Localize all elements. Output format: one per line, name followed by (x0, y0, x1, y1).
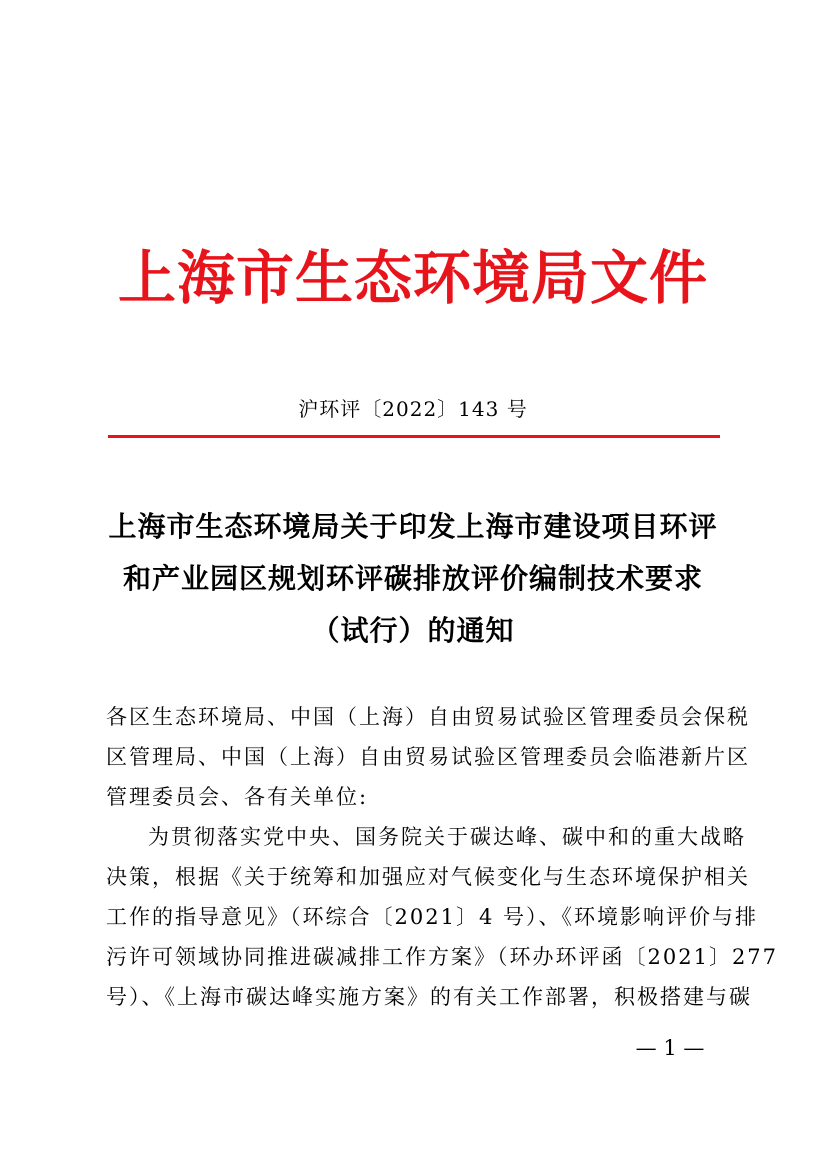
document-title-line: 和产业园区规划环评碳排放评价编制技术要求 (122, 562, 703, 595)
addressee-line: 各区生态环境局、中国（上海）自由贸易试验区管理委员会保税 (106, 705, 750, 729)
paragraph-line: 工作的指导意见》（环综合〔2021〕4 号）、《环境影响评价与排 (106, 905, 758, 929)
paragraph-line: 污许可领域协同推进碳减排工作方案》（环办环评函〔2021〕277 (106, 945, 779, 969)
addressee-line: 区管理局、中国（上海）自由贸易试验区管理委员会临港新片区 (106, 745, 750, 769)
paragraph-line: 决策，根据《关于统筹和加强应对气候变化与生态环境保护相关 (106, 865, 750, 889)
document-title-line: （试行）的通知 (311, 614, 515, 647)
issuer-title: 上海市生态环境局文件 (117, 244, 708, 312)
red-divider-line (108, 435, 720, 438)
addressee-line: 管理委员会、各有关单位: (106, 785, 369, 809)
document-title-line: 上海市生态环境局关于印发上海市建设项目环评 (108, 510, 718, 543)
paragraph-line: 为贯彻落实党中央、国务院关于碳达峰、碳中和的重大战略 (148, 825, 746, 849)
document-number: 沪环评〔2022〕143 号 (298, 397, 528, 421)
paragraph-line: 号）、《上海市碳达峰实施方案》的有关工作部署，积极搭建与碳 (106, 985, 752, 1009)
page-number: — 1 — (635, 1036, 705, 1060)
document-body (106, 697, 779, 1017)
document-title (0, 501, 826, 657)
